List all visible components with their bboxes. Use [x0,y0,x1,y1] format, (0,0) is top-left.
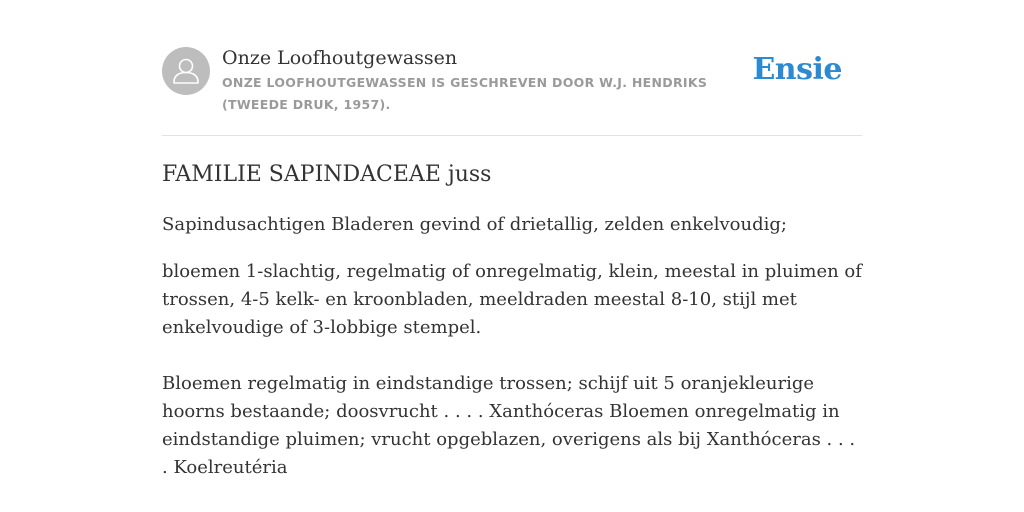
source-description: ONZE LOOFHOUTGEWASSEN IS GESCHREVEN DOOR W.J. HENDRIKS (TWEEDE DRUK, 1957). [222,75,708,112]
entry-title: FAMILIE SAPINDACEAE juss [162,162,492,187]
header-divider [162,135,862,136]
user-icon [162,47,210,95]
entry-paragraph: Bloemen regelmatig in eindstandige trossen; schijf uit 5 oranjekleurige hoorns bestaande; doosvrucht . . . . Xanthóceras Bloemen onregelmatig in eindstandige pluimen; vrucht opgeblazen, overigens als bij Xanthóceras . . . . Koelreutéria [162,373,856,478]
entry-content [162,158,862,482]
user-icon-graphic [162,47,210,95]
source-title[interactable]: Onze Loofhoutgewassen [222,47,458,69]
source-header [162,46,862,136]
entry-paragraph: bloemen 1-slachtig, regelmatig of onregelmatig, klein, meestal in pluimen of trossen, 4-5 kelk- en kroonbladen, meeldraden meestal 8-10, stijl met enkelvoudige of 3-lobbige stempel. [162,261,862,338]
entry-paragraph: Sapindusachtigen Bladeren gevind of drietallig, zelden enkelvoudig; [162,214,787,235]
ensie-logo[interactable]: Ensie [752,52,842,87]
